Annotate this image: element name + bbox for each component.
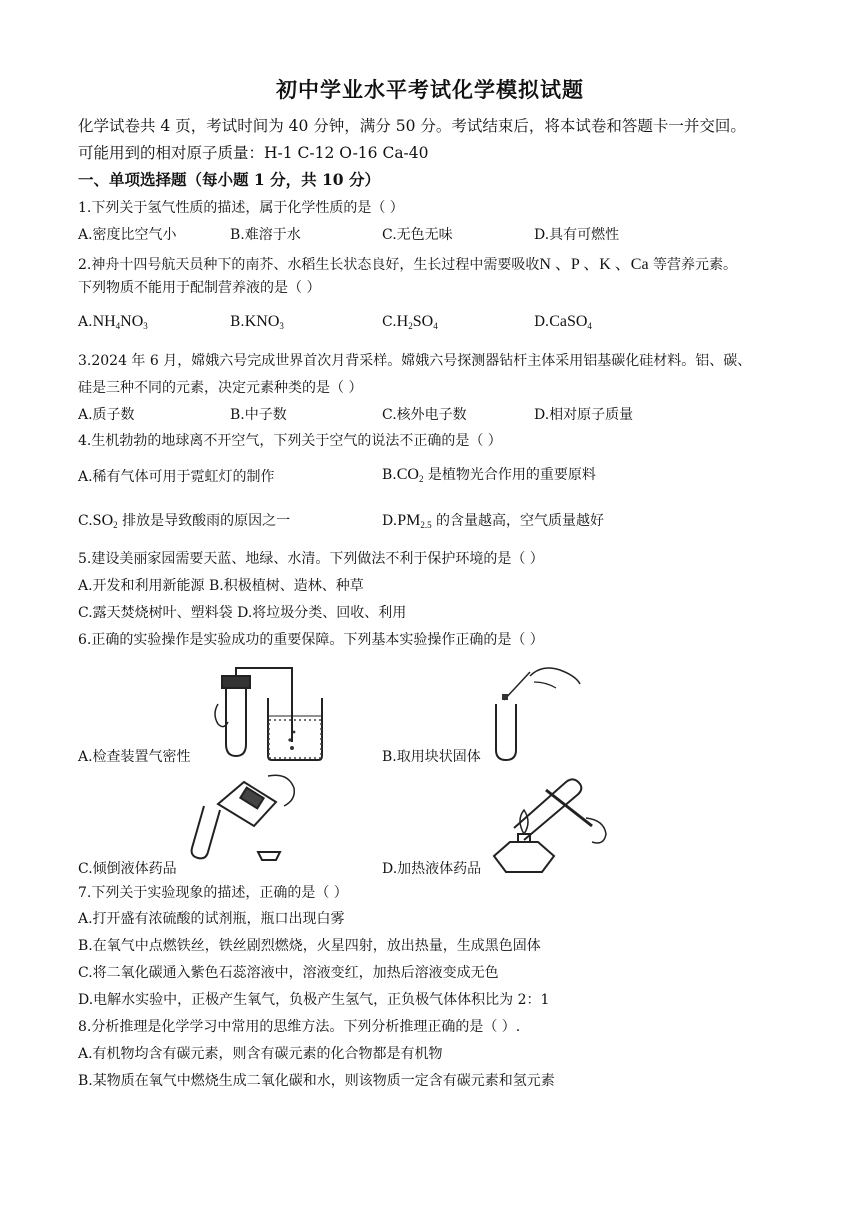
formula-part: SO [412, 313, 434, 330]
q2-option-d-label: D. [534, 314, 550, 330]
q3-stem-line-1: 3.2024 年 6 月，嫦娥六号完成世界首次月背采样。嫦娥六号探测器钻杆主体采用铝基碳化硅材料。铝、碳、 [78, 353, 752, 369]
formula-subscript: 2 [113, 520, 118, 530]
formula-part: CO [396, 466, 419, 483]
q4-option-b-label: B. [382, 467, 397, 483]
q7-option-c: C.将二氧化碳通入紫色石蕊溶液中，溶液变红，加热后溶液变成无色 [78, 965, 499, 981]
intro-line-2: 可能用到的相对原子质量：H-1 C-12 O-16 Ca-40 [78, 144, 429, 162]
q6-stem: 6.正确的实验操作是实验成功的重要保障。下列基本实验操作正确的是（ ） [78, 632, 544, 648]
q2-option-a [78, 313, 148, 331]
q2-option-b-label: B. [230, 314, 245, 330]
q6-option-d: D.加热液体药品 [382, 861, 482, 877]
q2-stem-text: 2.神舟十四号航天员种下的南芥、水稻生长状态良好，生长过程中需要吸收 [78, 257, 540, 273]
q2-option-c [382, 313, 438, 331]
formula-subscript: 2.5 [420, 520, 432, 530]
formula-part: PM [397, 512, 421, 529]
q3-option-a: A.质子数 [78, 407, 135, 423]
q4-option-d-text: 的含量越高，空气质量越好 [431, 513, 605, 529]
q1-option-c: C.无色无味 [382, 227, 453, 243]
formula-subscript: 2 [408, 321, 413, 331]
q2-option-d [534, 313, 592, 331]
q3-option-d: D.相对原子质量 [534, 407, 634, 423]
q1-option-d: D.具有可燃性 [534, 227, 620, 243]
q2-elements: N 、P 、K 、Ca [539, 256, 649, 273]
heating-liquid-image [488, 768, 618, 878]
q1-option-b: B.难溶于水 [230, 227, 301, 243]
q4-option-b-text: 是植物光合作用的重要原料 [423, 467, 596, 483]
q2-stem-line-2: 下列物质不能用于配制营养液的是（ ） [78, 280, 321, 296]
q4-option-d [382, 510, 604, 530]
formula-part: NH [92, 313, 116, 330]
q5-options-ab: A.开发和利用新能源 B.积极植树、造林、种草 [78, 578, 364, 594]
formula-subscript: 2 [418, 474, 424, 484]
formula-subscript: 4 [115, 321, 121, 331]
formula-subscript: 4 [433, 321, 438, 331]
airtightness-check-image [212, 664, 332, 764]
formula-part: H [396, 313, 409, 330]
q8-option-a: A.有机物均含有碳元素，则含有碳元素的化合物都是有机物 [78, 1046, 443, 1062]
page-title: 初中学业水平考试化学模拟试题 [276, 77, 584, 102]
formula-part: SO [92, 512, 114, 529]
q4-option-c-label: C. [78, 513, 93, 529]
formula-part: KNO [244, 313, 280, 330]
block-solid-tube-image [490, 664, 590, 764]
formula-subscript: 3 [279, 321, 284, 331]
q7-stem: 7.下列关于实验现象的描述，正确的是（ ） [78, 885, 348, 901]
q4-option-d-label: D. [382, 513, 398, 529]
q4-option-b [382, 464, 596, 484]
q8-option-b: B.某物质在氧气中燃烧生成二氧化碳和水，则该物质一定含有碳元素和氢元素 [78, 1073, 555, 1089]
q7-option-b: B.在氧气中点燃铁丝，铁丝剧烈燃烧，火星四射，放出热量，生成黑色固体 [78, 938, 541, 954]
formula-part: CaSO [549, 313, 588, 330]
q7-option-a: A.打开盛有浓硫酸的试剂瓶，瓶口出现白雾 [78, 911, 345, 927]
q2-option-c-label: C. [382, 314, 397, 330]
q6-option-c: C.倾倒液体药品 [78, 861, 177, 877]
q4-stem: 4.生机勃勃的地球离不开空气，下列关于空气的说法不正确的是（ ） [78, 433, 502, 449]
q3-option-b: B.中子数 [230, 407, 287, 423]
intro-line-1: 化学试卷共 4 页，考试时间为 40 分钟，满分 50 分。考试结束后，将本试卷和答题卡一并交回。 [78, 117, 746, 135]
q5-options-cd: C.露天焚烧树叶、塑料袋 D.将垃圾分类、回收、利用 [78, 605, 407, 621]
formula-subscript: 4 [587, 321, 592, 331]
q5-stem: 5.建设美丽家园需要天蓝、地绿、水清。下列做法不利于保护环境的是（ ） [78, 551, 544, 567]
q2-option-a-label: A. [78, 314, 93, 330]
q7-option-d: D.电解水实验中，正极产生氧气，负极产生氢气，正负极气体体积比为 2：1 [78, 992, 550, 1008]
q4-option-a: A.稀有气体可用于霓虹灯的制作 [78, 469, 275, 485]
q1-stem: 1.下列关于氢气性质的描述，属于化学性质的是（ ） [78, 200, 404, 216]
q2-option-b [230, 313, 284, 331]
q4-option-c-text: 排放是导致酸雨的原因之一 [117, 513, 291, 529]
section-heading: 一、单项选择题（每小题 1 分，共 10 分） [78, 170, 380, 189]
formula-part: NO [120, 313, 144, 330]
q2-stem-end: 等营养元素。 [648, 257, 738, 273]
q8-stem: 8.分析推理是化学学习中常用的思维方法。下列分析推理正确的是（ ）. [78, 1019, 521, 1035]
pouring-liquid-image [184, 772, 304, 862]
formula-subscript: 3 [143, 321, 148, 331]
q4-option-c [78, 510, 290, 530]
q3-option-c: C.核外电子数 [382, 407, 467, 423]
q6-option-a: A.检查装置气密性 [78, 749, 191, 765]
q3-stem-line-2: 硅是三种不同的元素，决定元素种类的是（ ） [78, 380, 363, 396]
q6-option-b: B.取用块状固体 [382, 749, 481, 765]
q2-stem-line-1 [78, 251, 737, 274]
q1-option-a: A.密度比空气小 [78, 227, 177, 243]
